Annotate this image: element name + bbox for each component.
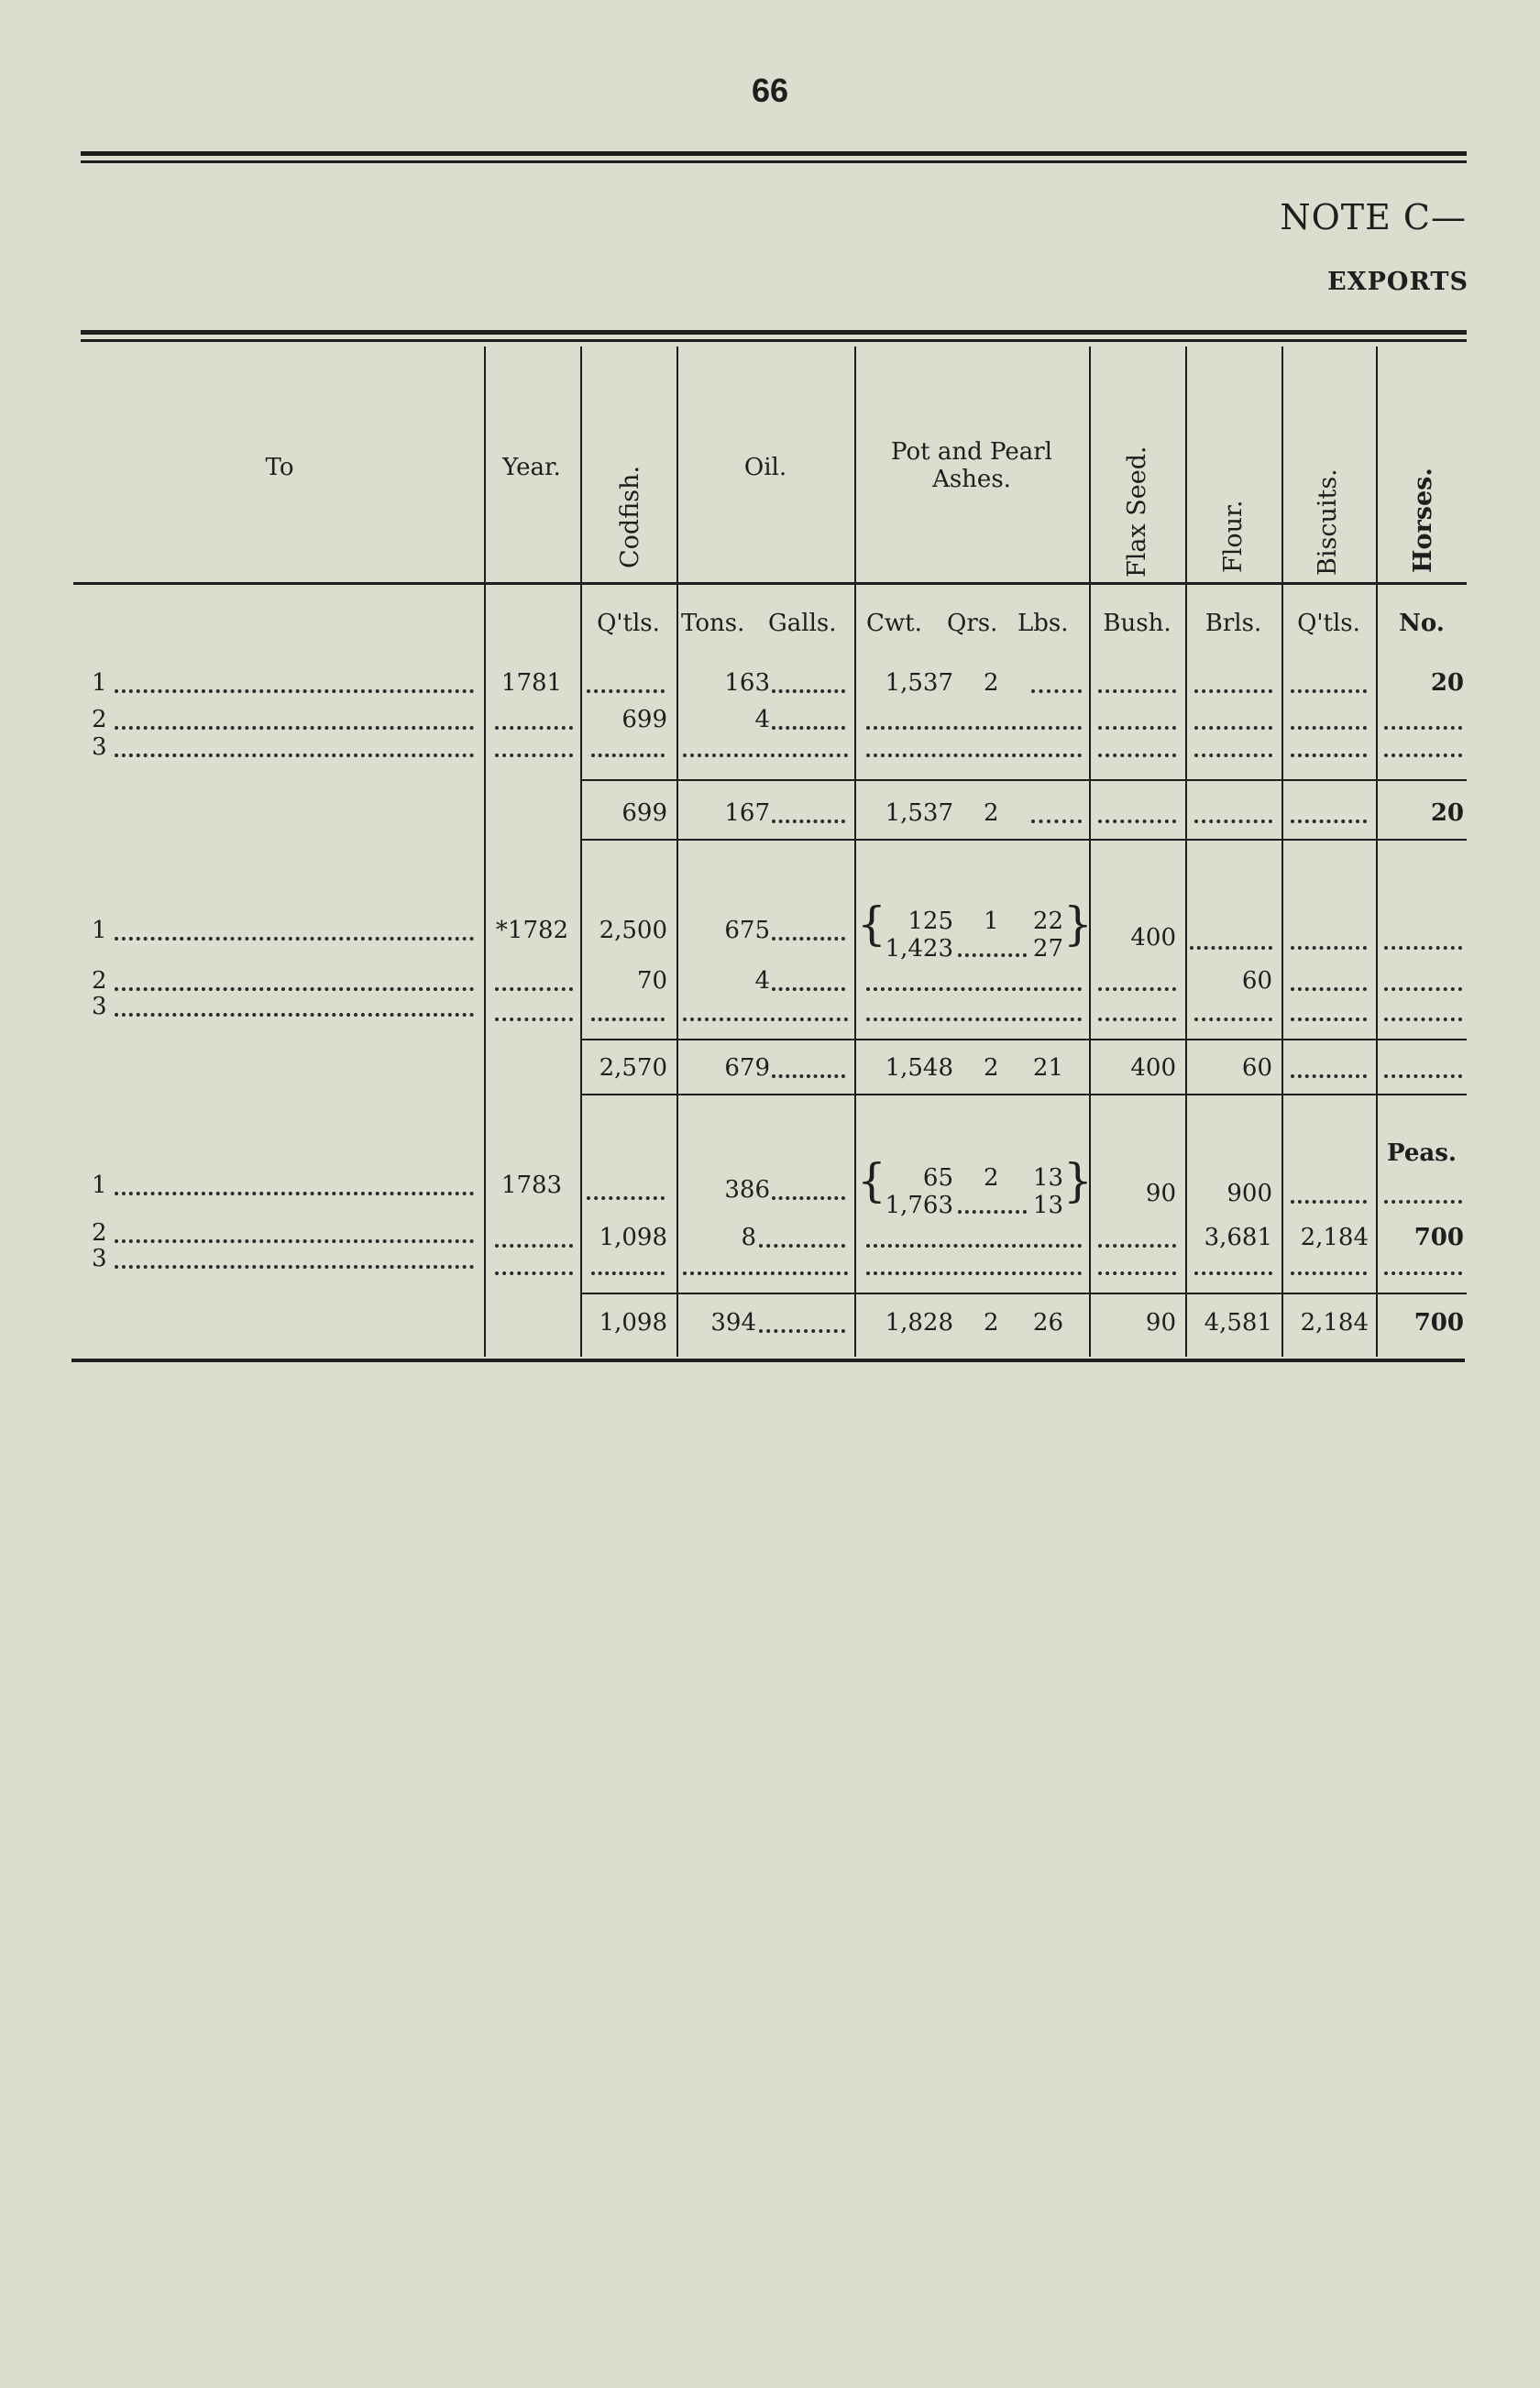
row-number: 2: [92, 967, 107, 995]
leader-dots: [495, 1240, 573, 1248]
page-number: 66: [751, 72, 789, 109]
header-codfish: Codfish.: [616, 465, 644, 568]
leader-dots: [115, 686, 474, 693]
oil-total: 394: [710, 1309, 756, 1337]
right-brace: }: [1063, 1154, 1093, 1207]
table-bottom-rule: [72, 1359, 1465, 1362]
leader-dots: [1291, 722, 1367, 730]
oil-total: 679: [724, 1054, 770, 1082]
col-divider: [1376, 347, 1378, 1357]
leader-dots: [683, 750, 848, 757]
horses-total: 20: [1430, 799, 1464, 827]
leader-dots: [1291, 1014, 1367, 1021]
ash-qrs: 2: [984, 669, 999, 697]
ash-lbs: 27: [1032, 935, 1063, 963]
ash-cwt: 65: [922, 1164, 953, 1192]
header-to: To: [265, 454, 294, 481]
flax-total: 400: [1130, 1054, 1176, 1082]
leader-dots: [115, 1188, 474, 1195]
oil-total: 167: [724, 799, 770, 827]
unit-lbs: Lbs.: [1018, 610, 1069, 637]
codfish-total: 1,098: [599, 1309, 667, 1337]
leader-dots: [115, 1009, 474, 1017]
right-brace: }: [1063, 897, 1093, 951]
leader-dots: [683, 1014, 848, 1021]
leader-dots: [1190, 942, 1272, 950]
col-divider: [1282, 347, 1283, 1357]
leader-dots: [1194, 816, 1272, 823]
ash-cwt: 125: [908, 908, 953, 935]
section-title: EXPORTS: [1327, 268, 1468, 296]
left-brace: {: [857, 897, 886, 951]
leader-dots: [1384, 750, 1462, 757]
header-flax-seed: Flax Seed.: [1123, 446, 1151, 578]
unit-oil-galls: Galls.: [768, 610, 837, 637]
sum-rule: [582, 1039, 1467, 1040]
block-rule: [582, 839, 1467, 841]
ash-cwt: 1,537: [885, 669, 953, 697]
leader-dots: [1194, 750, 1272, 757]
leader-dots: [772, 722, 845, 730]
unit-codfish: Q'tls.: [597, 610, 660, 637]
ash-cwt-total: 1,828: [885, 1309, 953, 1337]
leader-dots: [683, 1268, 848, 1275]
leader-dots: [1031, 816, 1082, 823]
horses-total: 700: [1414, 1309, 1464, 1337]
peas-label: Peas.: [1387, 1139, 1457, 1167]
header-pot-pearl-ashes: Pot and Pearl Ashes.: [891, 438, 1052, 493]
row-number: 3: [92, 733, 107, 761]
leader-dots: [1031, 686, 1082, 693]
block-rule: [582, 1094, 1467, 1095]
leader-dots: [772, 1071, 845, 1078]
header-horses: Horses.: [1409, 468, 1437, 573]
leader-dots: [115, 1236, 474, 1243]
year: 1781: [500, 669, 563, 697]
header-flour: Flour.: [1219, 500, 1248, 573]
sum-rule: [582, 779, 1467, 781]
leader-dots: [115, 1261, 474, 1269]
note-title: NOTE C—: [1280, 197, 1467, 237]
leader-dots: [587, 686, 665, 693]
codfish-value: 70: [636, 967, 667, 995]
leader-dots: [958, 1206, 1027, 1214]
col-divider: [676, 347, 678, 1357]
leader-dots: [772, 1193, 845, 1200]
row-number: 3: [92, 1245, 107, 1272]
header-biscuits: Biscuits.: [1314, 468, 1342, 576]
flour-value: 900: [1226, 1180, 1272, 1207]
ash-lbs: 22: [1032, 908, 1063, 935]
col-divider: [854, 347, 856, 1357]
flour-value: 60: [1241, 967, 1272, 995]
codfish-value: 1,098: [599, 1224, 667, 1251]
leader-dots: [866, 1014, 1082, 1021]
col-divider: [580, 347, 582, 1357]
ash-cwt-total: 1,548: [885, 1054, 953, 1082]
oil-value: 163: [724, 669, 770, 697]
leader-dots: [115, 984, 474, 991]
leader-dots: [772, 984, 845, 991]
leader-dots: [1291, 942, 1367, 950]
leader-dots: [772, 686, 845, 693]
ash-lbs: 13: [1032, 1164, 1063, 1192]
oil-value: 386: [724, 1176, 770, 1204]
leader-dots: [115, 722, 474, 730]
flax-value: 90: [1145, 1180, 1176, 1207]
flour-total: 60: [1241, 1054, 1272, 1082]
leader-dots: [1194, 1268, 1272, 1275]
leader-dots: [591, 1268, 665, 1275]
ash-qrs: 2: [984, 1164, 999, 1192]
leader-dots: [495, 1014, 573, 1021]
oil-value: 4: [754, 706, 770, 733]
leader-dots: [1384, 722, 1462, 730]
ash-cwt: 1,763: [885, 1192, 953, 1219]
unit-cwt: Cwt.: [866, 610, 922, 637]
leader-dots: [1098, 722, 1176, 730]
row-number: 1: [92, 669, 107, 697]
ash-cwt-total: 1,537: [885, 799, 953, 827]
leader-dots: [115, 933, 474, 941]
leader-dots: [866, 1268, 1082, 1275]
flax-value: 400: [1130, 924, 1176, 952]
leader-dots: [772, 933, 845, 941]
biscuits-total: 2,184: [1300, 1309, 1369, 1337]
leader-dots: [1098, 750, 1176, 757]
leader-dots: [866, 1240, 1082, 1248]
leader-dots: [1291, 1196, 1367, 1204]
codfish-value: 699: [622, 706, 667, 733]
leader-dots: [1384, 1268, 1462, 1275]
header-year: Year.: [502, 454, 561, 481]
leader-dots: [1098, 1240, 1176, 1248]
unit-flax: Bush.: [1103, 610, 1172, 637]
flax-total: 90: [1145, 1309, 1176, 1337]
leader-dots: [772, 816, 845, 823]
year: *1782: [495, 917, 569, 944]
col-divider: [484, 347, 486, 1357]
left-brace: {: [857, 1154, 886, 1207]
ash-lbs: 13: [1032, 1192, 1063, 1219]
horses-value: 700: [1414, 1224, 1464, 1251]
codfish-total: 699: [622, 799, 667, 827]
leader-dots: [591, 750, 665, 757]
ash-qrs-total: 2: [984, 1309, 999, 1337]
leader-dots: [587, 1193, 665, 1200]
leader-dots: [495, 722, 573, 730]
leader-dots: [1291, 984, 1367, 991]
oil-value: 4: [754, 967, 770, 995]
leader-dots: [759, 1240, 845, 1248]
codfish-total: 2,570: [599, 1054, 667, 1082]
row-number: 1: [92, 917, 107, 944]
leader-dots: [1098, 1268, 1176, 1275]
leader-dots: [1384, 984, 1462, 991]
ash-lbs-total: 26: [1032, 1309, 1063, 1337]
sum-rule: [582, 1293, 1467, 1294]
row-number: 2: [92, 1219, 107, 1247]
unit-horses: No.: [1399, 610, 1445, 637]
leader-dots: [495, 750, 573, 757]
ash-qrs-total: 2: [984, 1054, 999, 1082]
row-number: 3: [92, 993, 107, 1020]
leader-dots: [866, 750, 1082, 757]
oil-value: 8: [741, 1224, 756, 1251]
ash-cwt: 1,423: [885, 935, 953, 963]
row-number: 1: [92, 1172, 107, 1199]
leader-dots: [1098, 686, 1176, 693]
leader-dots: [1291, 686, 1367, 693]
leader-dots: [1194, 722, 1272, 730]
leader-dots: [1291, 750, 1367, 757]
leader-dots: [495, 984, 573, 991]
leader-dots: [1291, 816, 1367, 823]
header-oil: Oil.: [743, 454, 787, 481]
unit-biscuits: Q'tls.: [1297, 610, 1360, 637]
ash-qrs: 1: [984, 908, 999, 935]
leader-dots: [1384, 942, 1462, 950]
leader-dots: [1098, 1014, 1176, 1021]
oil-value: 675: [724, 917, 770, 944]
leader-dots: [1384, 1196, 1462, 1204]
leader-dots: [115, 750, 474, 757]
leader-dots: [1098, 816, 1176, 823]
codfish-value: 2,500: [599, 917, 667, 944]
flour-value: 3,681: [1204, 1224, 1272, 1251]
leader-dots: [1384, 1071, 1462, 1078]
year: 1783: [500, 1172, 563, 1199]
leader-dots: [1194, 1014, 1272, 1021]
unit-flour: Brls.: [1204, 610, 1262, 637]
unit-qrs: Qrs.: [947, 610, 998, 637]
leader-dots: [866, 722, 1082, 730]
leader-dots: [1194, 686, 1272, 693]
leader-dots: [1384, 1014, 1462, 1021]
biscuits-value: 2,184: [1300, 1224, 1369, 1251]
row-number: 2: [92, 706, 107, 733]
leader-dots: [495, 1268, 573, 1275]
leader-dots: [591, 1014, 665, 1021]
leader-dots: [866, 984, 1082, 991]
horses-value: 20: [1430, 669, 1464, 697]
leader-dots: [1098, 984, 1176, 991]
leader-dots: [1291, 1071, 1367, 1078]
ash-qrs-total: 2: [984, 799, 999, 827]
leader-dots: [1291, 1268, 1367, 1275]
leader-dots: [759, 1326, 845, 1333]
ash-lbs-total: 21: [1032, 1054, 1063, 1082]
unit-oil-tons: Tons.: [681, 610, 745, 637]
flour-total: 4,581: [1204, 1309, 1272, 1337]
header-rule: [73, 582, 1467, 585]
leader-dots: [958, 950, 1027, 957]
